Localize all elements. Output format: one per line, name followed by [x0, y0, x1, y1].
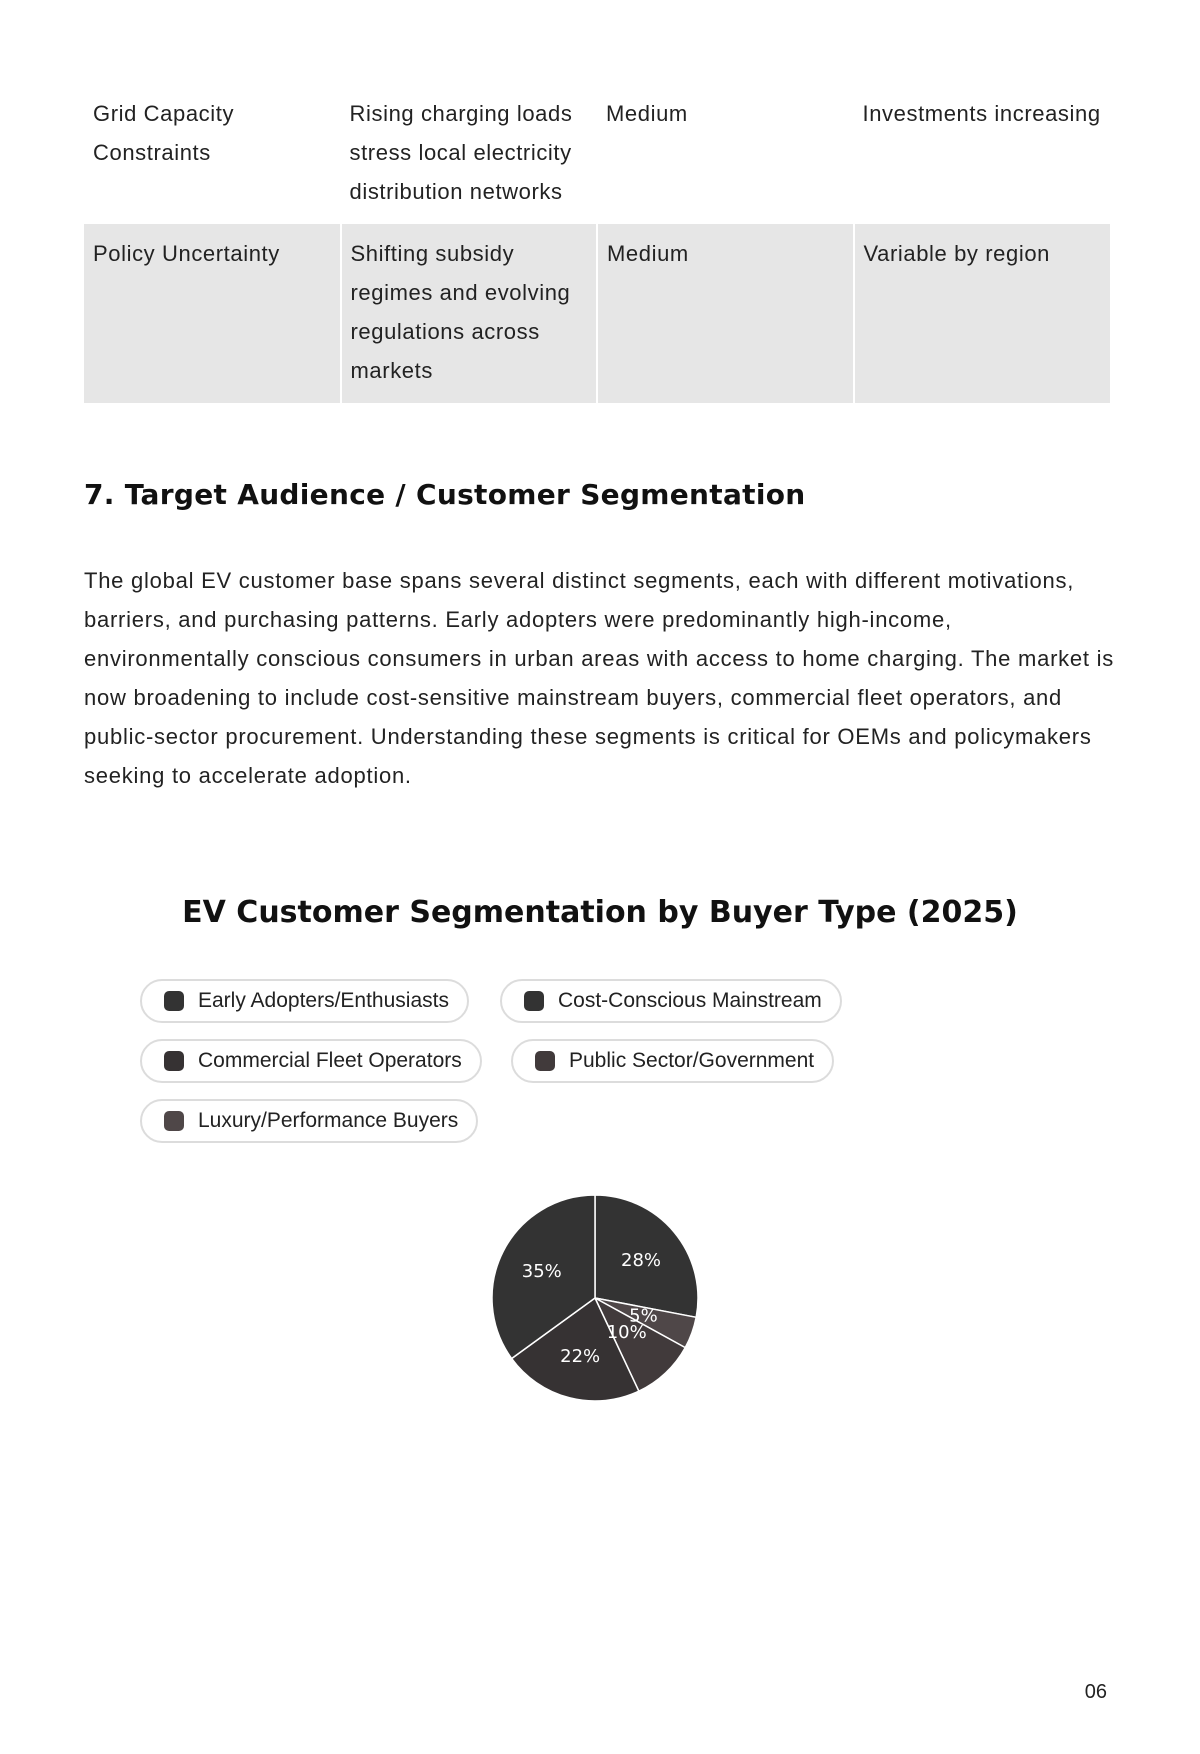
pie-chart: [490, 1193, 700, 1403]
pie-data-label: 35%: [521, 1260, 562, 1282]
table-cell: Medium: [597, 224, 854, 403]
section-body-text: The global EV customer base spans several distinct segments, each with different motivations, barriers, and purchasing patterns. Early adopters were predominantly high-income, environmentally conscious consumers in urban areas with access to home charging. The market is now broadening to include cost-sensitive mainstream buyers, commercial fleet operators, and public-sector procurement. Understanding these segments is critical for OEMs and policymakers seeking to accelerate adoption.: [84, 568, 1114, 788]
legend-swatch: [524, 991, 544, 1011]
table-cell: Grid Capacity Constraints: [93, 101, 235, 165]
risk-table: [84, 84, 1110, 403]
legend-label: Cost-Conscious Mainstream: [558, 989, 822, 1012]
chart-title: EV Customer Segmentation by Buyer Type (2025): [182, 895, 1018, 930]
table-cell: Policy Uncertainty: [84, 224, 341, 403]
legend-item[interactable]: [511, 1039, 834, 1083]
legend-swatch: [164, 991, 184, 1011]
legend-item[interactable]: [140, 979, 469, 1023]
section-heading: 7. Target Audience / Customer Segmentation: [84, 478, 806, 511]
legend-label: Luxury/Performance Buyers: [198, 1109, 459, 1132]
pie-data-label: 28%: [621, 1249, 662, 1271]
legend-item[interactable]: [500, 979, 842, 1023]
table-cell: Medium: [606, 101, 688, 126]
pie-data-label: 22%: [560, 1345, 601, 1367]
table-row: [84, 84, 1110, 224]
table-cell: Rising charging loads stress local electricity distribution networks: [349, 101, 573, 204]
legend-swatch: [164, 1051, 184, 1071]
table-row: [84, 224, 1110, 403]
legend-swatch: [164, 1111, 184, 1131]
legend-label: Commercial Fleet Operators: [198, 1049, 462, 1072]
legend-item[interactable]: [140, 1039, 482, 1083]
pie-data-label: 5%: [629, 1305, 658, 1327]
legend-swatch: [535, 1051, 555, 1071]
table-cell: Variable by region: [854, 224, 1111, 403]
legend-label: Public Sector/Government: [569, 1049, 815, 1072]
page-number: 06: [1084, 1681, 1107, 1703]
legend-label: Early Adopters/Enthusiasts: [198, 989, 449, 1012]
table-cell: Shifting subsidy regimes and evolving regulations across markets: [341, 224, 598, 403]
table-cell: Investments increasing: [862, 101, 1101, 126]
legend-item[interactable]: [140, 1099, 478, 1143]
pie-data-label: 10%: [606, 1321, 647, 1343]
